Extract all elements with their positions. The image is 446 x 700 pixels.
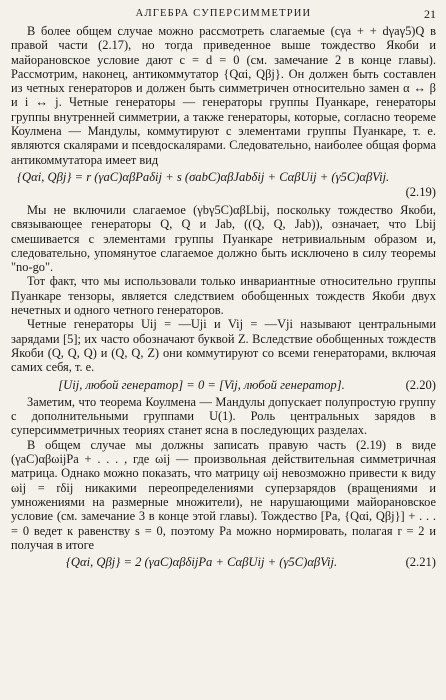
page-body: [11, 24, 436, 569]
paragraph-1: В более общем случае можно рассмотреть слагаемые (cγa + + dγaγ5)Q в правой части (2.17), но тогда приведенное выше тождество Якоби и майорановское условие дают c = d = 0 (см. замечание 2 в конце главы). Рассмотрим, наконец, антикоммутатор {Qαi, Qβj}. Он должен быть составлен из четных генераторов и должен быть симметричен относительно замен α ↔ β и i ↔ j. Четные генераторы — генераторы группы Пуанкаре, генераторы группы внутренней симметрии, а также генераторы, которые, согласно теореме Коулмена — Мандулы, коммутируют с элементами группы Пуанкаре, т. е. являются скалярами и псевдоскалярами. Следовательно, наиболее общая форма антикоммутатора имеет вид: [11, 24, 436, 167]
equation-2-20: [11, 378, 436, 392]
page-number: 21: [424, 7, 436, 21]
equation-2-20-text: [Uij, любой генератор] = 0 = [Vij, любой генератор].: [58, 377, 345, 392]
running-header: [11, 4, 436, 24]
equation-2-21-text: {Qαi, Qβj} = 2 (γaC)αβδijPa + CαβUij + (γ5C)αβVij.: [65, 555, 338, 570]
paragraph-6: В общем случае мы должны записать правую часть (2.19) в виде (γaC)αβωijPa + . . . , где ωij — произвольная действительная симметричная матрица. Однако можно показать, что матрицу ωij невозможно привести к виду ωij = rδij никакими переопределениями суперзарядов (вращениями и умножениями на размерные множители), не нарушающими майорановское условие (см. замечание 3 в конце этой главы). Тождество [Pa, {Qαi, Qβj}] + . . . = 0 ведет к равенству s = 0, поэтому Pa можно нормировать, полагая r = 2 и получая в итоге: [11, 437, 436, 552]
equation-2-19: [11, 170, 436, 200]
paragraph-3: Тот факт, что мы использовали только инвариантные относительно группы Пуанкаре тензоры, является следствием обобщенных тождеств Якоби двух нечетных и одного четного генераторов.: [11, 274, 436, 318]
equation-2-21-number: (2.21): [405, 555, 436, 570]
paragraph-2: Мы не включили слагаемое (γbγ5C)αβLbij, поскольку тождество Якоби, связывающее генераторы Q, Q и Jab, ((Q, Q, Jab)), означает, что Lbij смешивается с элементами группы Пуанкаре нетривиальным образом и, следовательно, упомянутое слагаемое должно быть исключено в силу теоремы "no-go".: [11, 202, 436, 275]
paragraph-4: Четные генераторы Uij = —Uji и Vij = —Vji называют центральными зарядами [5]; их часто обозначают буквой Z. Вследствие обобщенных тождеств Якоби (Q, Q, Q) и (Q, Q, Z) они коммутируют со всеми генераторами, включая самих себя, т. е.: [11, 317, 436, 375]
equation-2-21: [11, 555, 436, 569]
equation-2-19-text: {Qαi, Qβj} = r (γaC)αβPaδij + s (σabC)αβJabδij + CαβUij + (γ5C)αβVij.: [17, 169, 390, 184]
equation-2-19-number: (2.19): [405, 184, 436, 199]
running-title: АЛГЕБРА СУПЕРСИММЕТРИИ: [135, 8, 312, 19]
equation-2-20-number: (2.20): [405, 377, 436, 392]
paragraph-5: Заметим, что теорема Коулмена — Мандулы допускает полупростую группу с дополнительными группами U(1). Роль центральных зарядов в суперсимметричных теориях станет ясна в последующих разделах.: [11, 394, 436, 438]
